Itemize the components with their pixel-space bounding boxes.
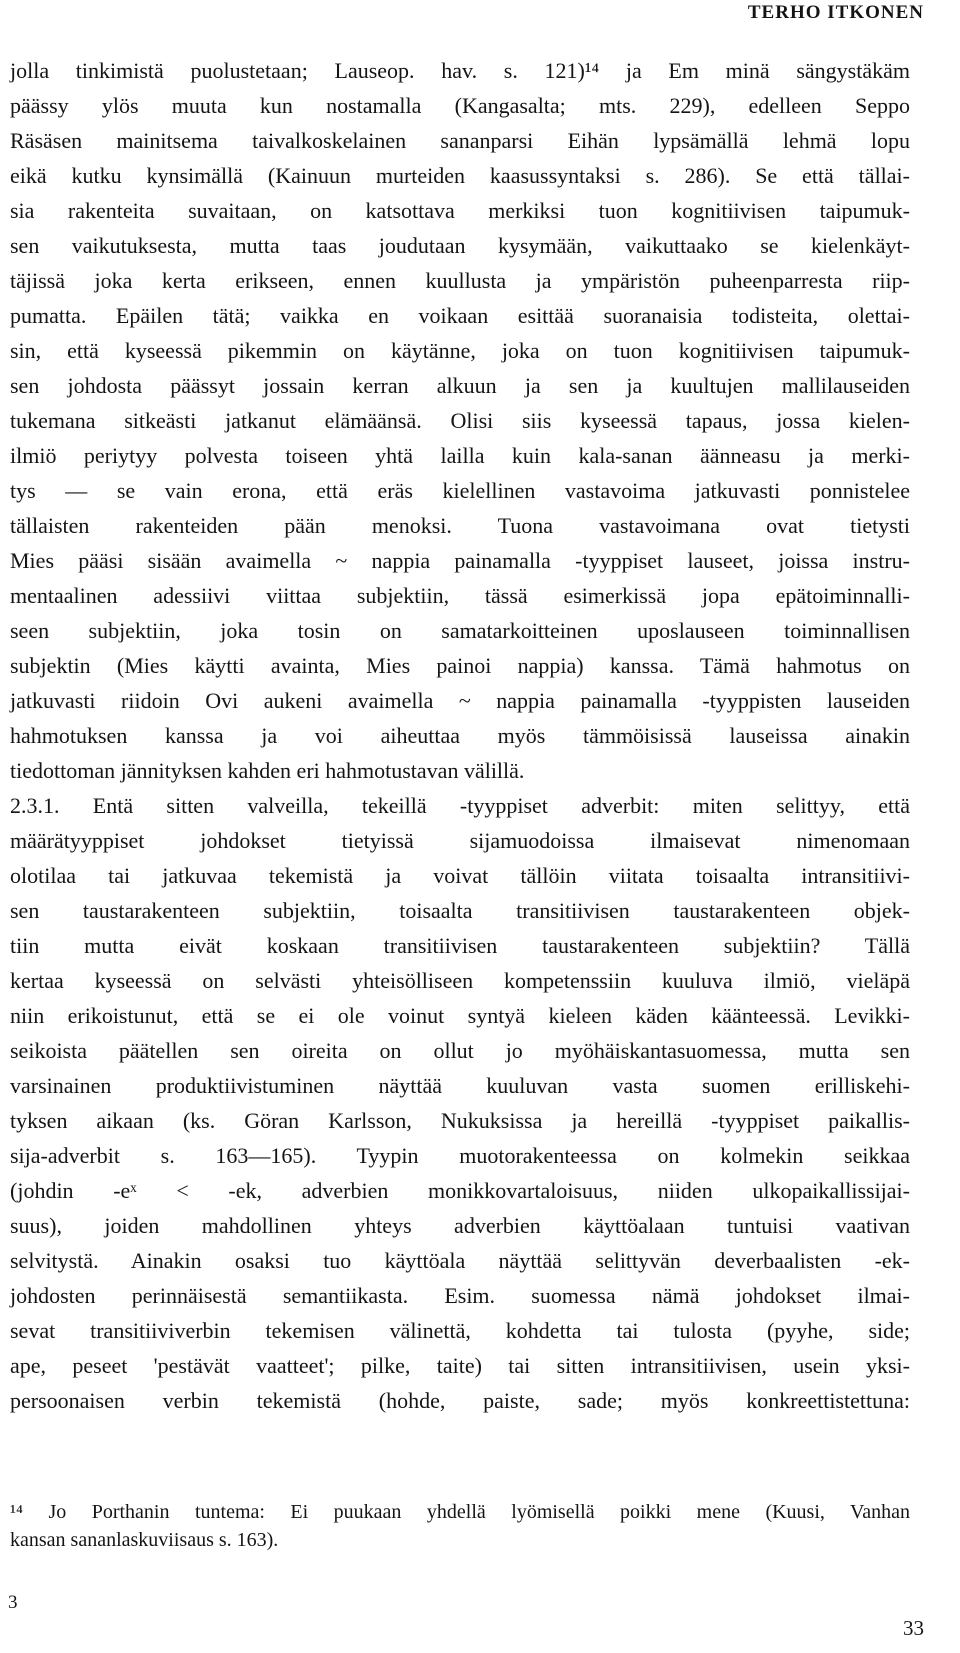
text-line: johdosten perinnäisestä semantiikasta. Esim. suomessa nämä johdokset ilmai- — [10, 1283, 910, 1308]
text-line: jatkuvasti riidoin Ovi aukeni avaimella ~ nappia painamalla -tyyppisten lauseiden — [10, 688, 910, 713]
footnotes — [10, 1498, 910, 1554]
text-line: sia rakenteita suvaitaan, on katsottava merkiksi tuon kognitiivisen taipumuk- — [10, 198, 910, 223]
text-line: tällaisten rakenteiden pään menoksi. Tuona vastavoimana ovat tietysti — [10, 513, 910, 538]
text-line: tukemana sitkeästi jatkanut elämäänsä. Olisi siis kyseessä tapaus, jossa kielen- — [10, 408, 910, 433]
text-line: subjektin (Mies käytti avainta, Mies painoi nappia) kanssa. Tämä hahmotus on — [10, 653, 910, 678]
text-line: olotilaa tai jatkuvaa tekemistä ja voivat tällöin viitata toisaalta intransitiivi- — [10, 863, 910, 888]
page-number: 33 — [903, 1616, 924, 1640]
text-line: niin erikoistunut, että se ei ole voinut syntyä kieleen käden käänteessä. Levikki- — [10, 1003, 910, 1028]
text-line: Räsäsen mainitsema taivalkoskelainen sananparsi Eihän lypsämällä lehmä lopu — [10, 128, 910, 153]
text-line: Mies pääsi sisään avaimella ~ nappia painamalla -tyyppiset lauseet, joissa instru- — [10, 548, 910, 573]
text-line: selvitystä. Ainakin osaksi tuo käyttöala näyttää selittyvän deverbaalisten -ek- — [10, 1248, 910, 1273]
text-line: pumatta. Epäilen tätä; vaikka en voikaan esittää suoranaisia todisteita, olettai- — [10, 303, 910, 328]
text-line: mentaalinen adessiivi viittaa subjektiin, tässä esimerkissä jopa epätoiminnalli- — [10, 583, 910, 608]
text-line: päässy ylös muuta kun nostamalla (Kangasalta; mts. 229), edelleen Seppo — [10, 93, 910, 118]
text-line: sen johdosta päässyt jossain kerran alkuun ja sen ja kuultujen mallilauseiden — [10, 373, 910, 398]
text-line: (johdin -eˣ < -ek, adverbien monikkovartaloisuus, niiden ulkopaikallissijai- — [10, 1178, 910, 1203]
text-line: seikoista päätellen sen oireita on ollut jo myöhäiskantasuomessa, mutta sen — [10, 1038, 910, 1063]
text-line: 2.3.1. Entä sitten valveilla, tekeillä -tyyppiset adverbit: miten selittyy, että — [10, 793, 910, 818]
running-head: TERHO ITKONEN — [747, 2, 924, 23]
signature-mark: 3 — [8, 1592, 18, 1613]
text-line: sen vaikutuksesta, mutta taas joudutaan kysymään, vaikuttaako se kielenkäyt- — [10, 233, 910, 258]
text-line: seen subjektiin, joka tosin on samatarkoitteinen uposlauseen toiminnallisen — [10, 618, 910, 643]
text-line: sen taustarakenteen subjektiin, toisaalta transitiivisen taustarakenteen objek- — [10, 898, 910, 923]
text-line: sin, että kyseessä pikemmin on käytänne, joka on tuon kognitiivisen taipumuk- — [10, 338, 910, 363]
text-line: sevat transitiiviverbin tekemisen välinettä, kohdetta tai tulosta (pyyhe, side; — [10, 1318, 910, 1343]
text-line: ape, peseet 'pestävät vaatteet'; pilke, taite) tai sitten intransitiivisen, usein yksi- — [10, 1353, 910, 1378]
body-text — [10, 53, 910, 1418]
text-line: ilmiö periytyy polvesta toiseen yhtä lailla kuin kala-sanan äänneasu ja merki- — [10, 443, 910, 468]
text-line: varsinainen produktiivistuminen näyttää kuuluvan vasta suomen erilliskehi- — [10, 1073, 910, 1098]
text-line: tyksen aikaan (ks. Göran Karlsson, Nukuksissa ja hereillä -tyyppiset paikallis- — [10, 1108, 910, 1133]
text-line: sija-adverbit s. 163—165). Tyypin muotorakenteessa on kolmekin seikkaa — [10, 1143, 910, 1168]
text-line: persoonaisen verbin tekemistä (hohde, paiste, sade; myös konkreettistettuna: — [10, 1388, 910, 1413]
text-line: eikä kutku kynsimällä (Kainuun murteiden kaasussyntaksi s. 286). Se että tällai- — [10, 163, 910, 188]
text-line: hahmotuksen kanssa ja voi aiheuttaa myös tämmöisissä lauseissa ainakin — [10, 723, 910, 748]
text-line: suus), joiden mahdollinen yhteys adverbien käyttöalaan tuntuisi vaativan — [10, 1213, 910, 1238]
text-line: tys — se vain erona, että eräs kielellinen vastavoima jatkuvasti ponnistelee — [10, 478, 910, 503]
text-line: kertaa kyseessä on selvästi yhteisölliseen kompetenssiin kuuluva ilmiö, vieläpä — [10, 968, 910, 993]
text-line: täjissä joka kerta erikseen, ennen kuullusta ja ympäristön puheenparresta riip- — [10, 268, 910, 293]
footnote-line: kansan sananlaskuviisaus s. 163). — [10, 1529, 279, 1551]
text-line: jolla tinkimistä puolustetaan; Lauseop. hav. s. 121)¹⁴ ja Em minä sängystäkäm — [10, 58, 910, 83]
text-line: määrätyyppiset johdokset tietyissä sijamuodoissa ilmaisevat nimenomaan — [10, 828, 910, 853]
text-line: tiedottoman jännityksen kahden eri hahmotustavan välillä. — [10, 758, 525, 783]
footnote-line: ¹⁴ Jo Porthanin tuntema: Ei puukaan yhdellä lyömisellä poikki mene (Kuusi, Vanhan — [10, 1501, 910, 1523]
text-line: tiin mutta eivät koskaan transitiivisen taustarakenteen subjektiin? Tällä — [10, 933, 910, 958]
